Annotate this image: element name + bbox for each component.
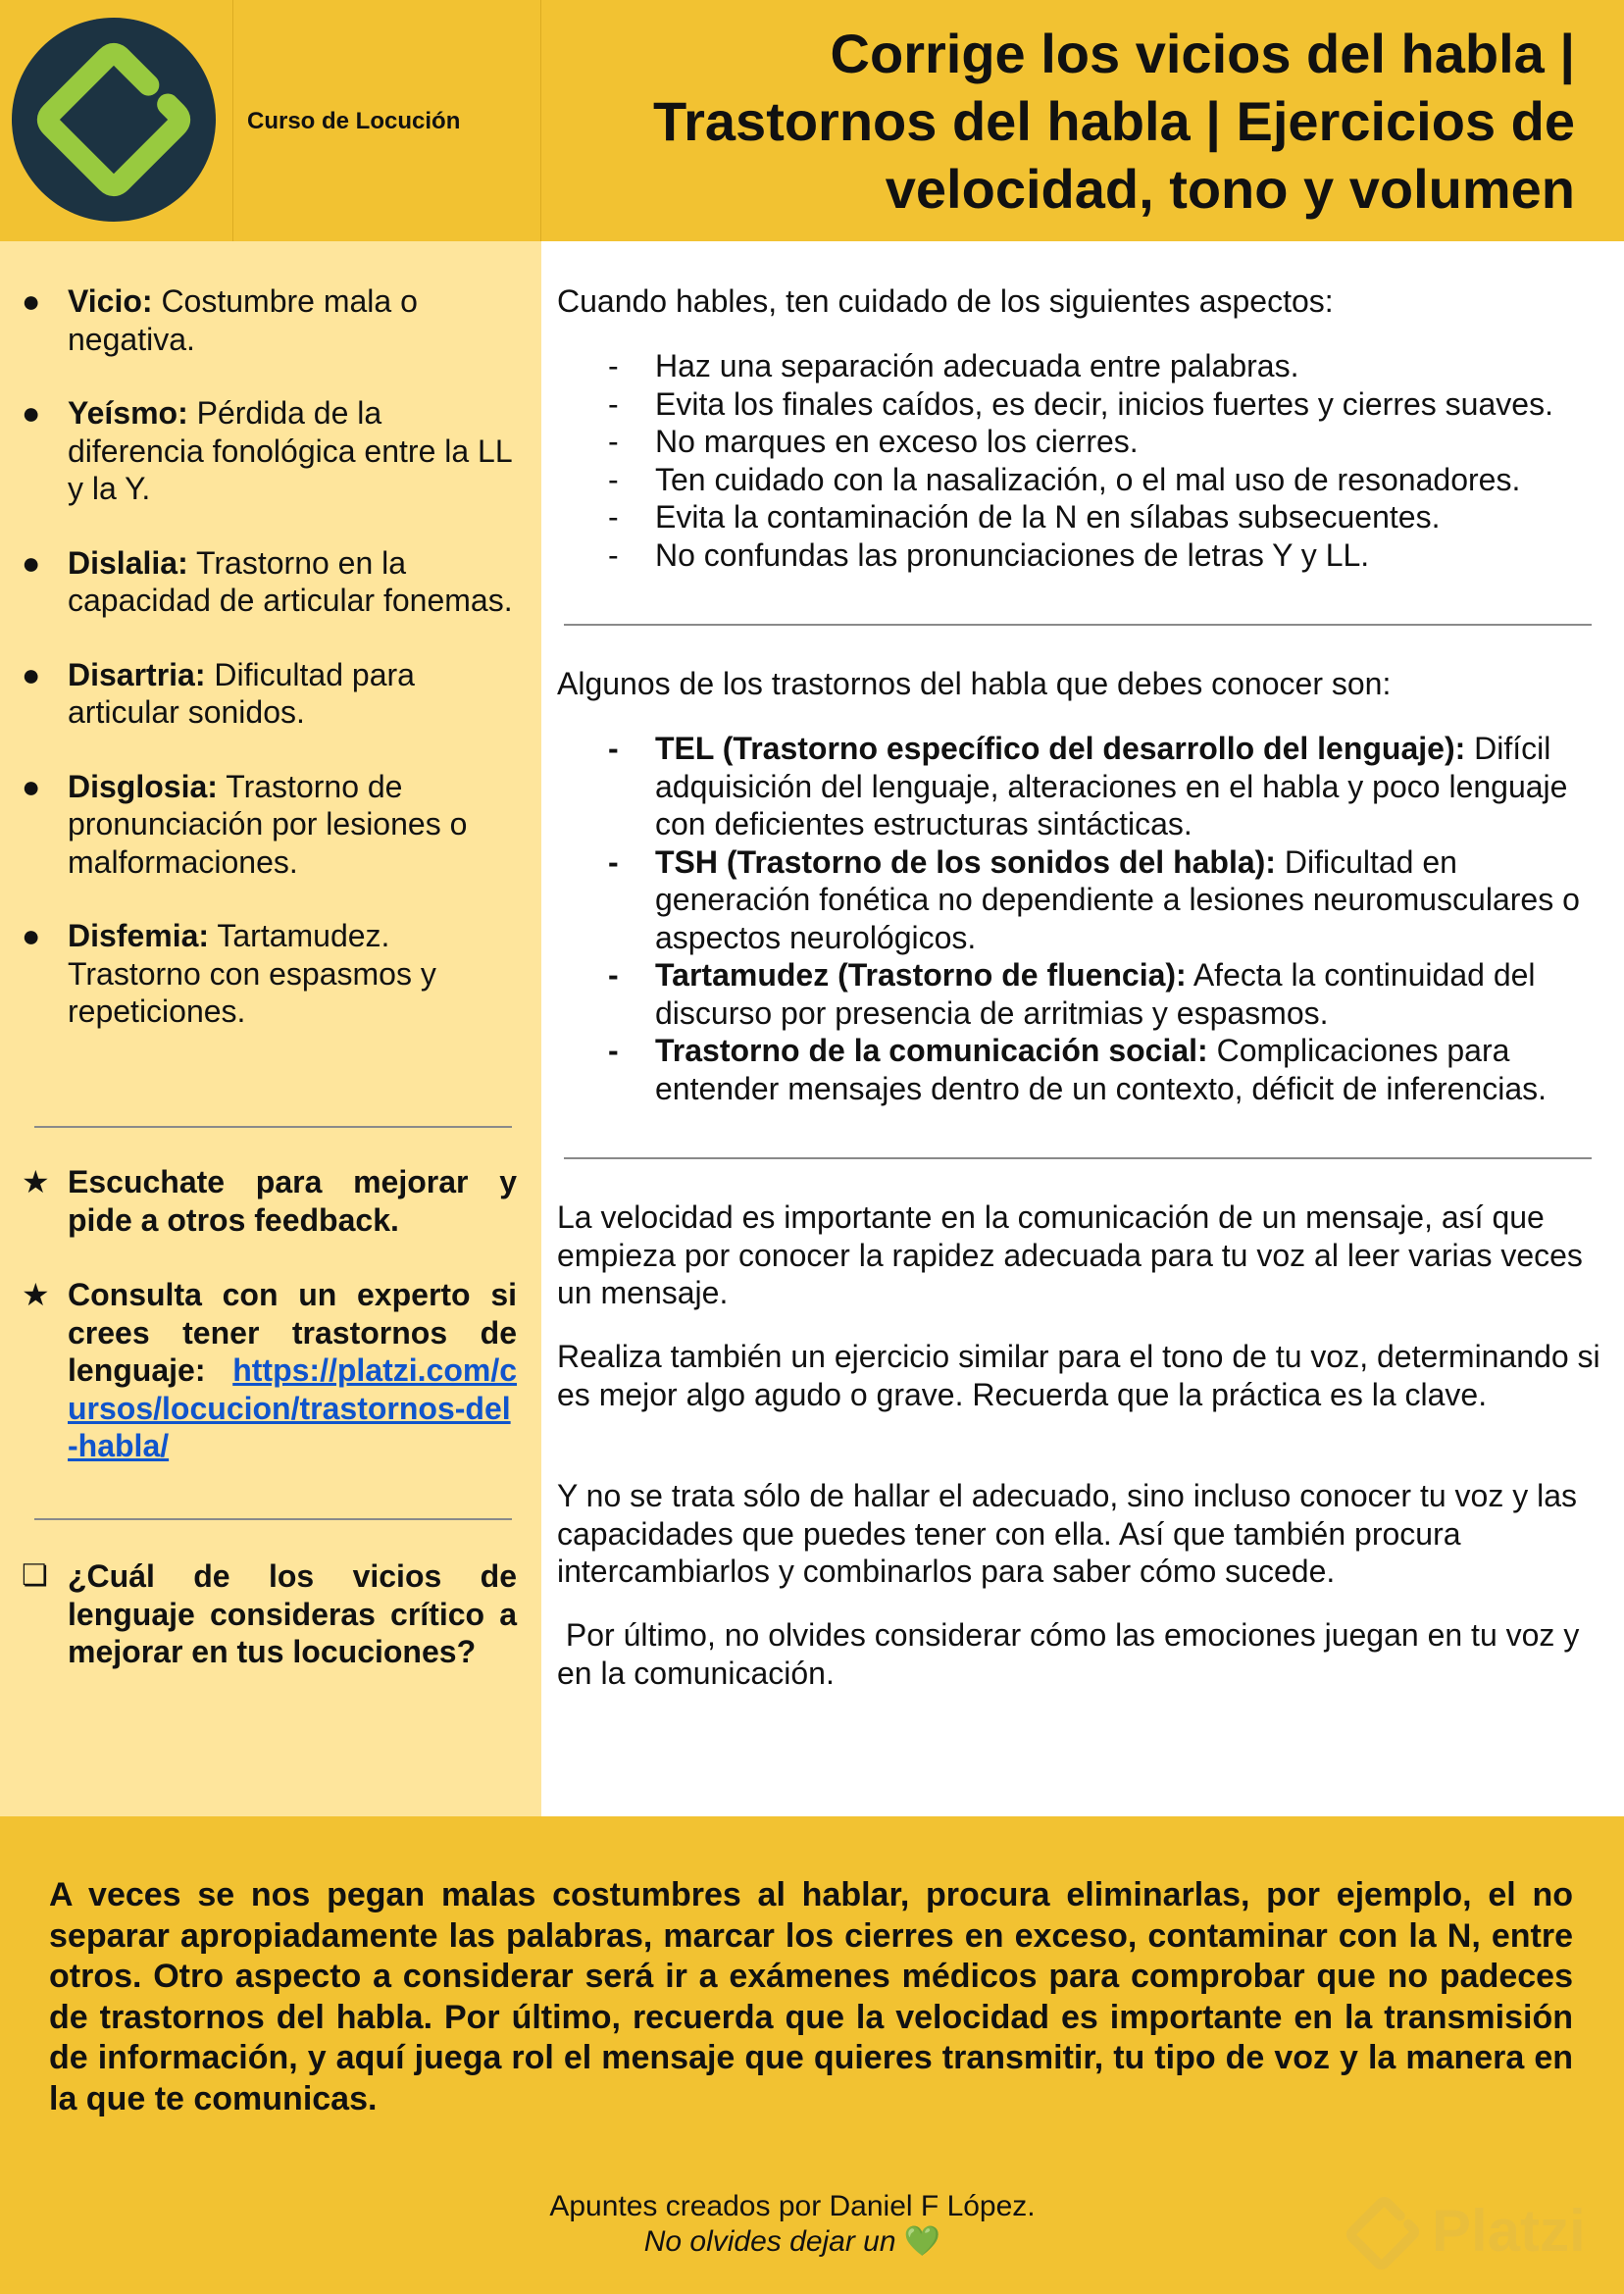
dash-icon: -: [608, 536, 619, 573]
footer: [0, 1816, 1624, 2294]
aspect-item: [557, 385, 1606, 424]
definition-item: [22, 656, 517, 732]
aspect-text: Evita los finales caídos, es decir, inicios fuertes y cierres suaves.: [655, 385, 1553, 422]
aspects-list: [557, 347, 1606, 574]
checkbox-icon: ❏: [22, 1559, 48, 1592]
disorder-item: [557, 843, 1606, 957]
divider: [564, 1157, 1592, 1159]
platzi-logo-graphic: [12, 18, 216, 222]
definition-term: Yeísmo:: [68, 395, 188, 431]
header: [0, 0, 1624, 241]
disorder-text: Dificultad en generación fonética no dependiente a lesiones neuromusculares o aspectos neurológicos.: [655, 843, 1580, 955]
definition-item: [22, 768, 517, 882]
disorder-text: Afecta la continuidad del discurso por presencia de arritmias y espasmos.: [655, 957, 1536, 1031]
dash-icon: -: [608, 348, 619, 383]
credit-line: Apuntes creados por Daniel F López.: [549, 2190, 1036, 2222]
title-cell: [541, 0, 1624, 241]
disorder-term: Trastorno de la comunicación social:: [655, 1033, 1208, 1068]
disorder-item: [557, 1032, 1606, 1107]
green-heart-icon: 💚: [903, 2225, 941, 2258]
course-label: Curso de Locución: [247, 108, 461, 134]
tip-text: Consulta con un experto si crees tener trastornos de lenguaje:: [68, 1277, 517, 1388]
divider: [34, 1126, 512, 1128]
left-column: [0, 241, 541, 1816]
definition-text: Dificultad para articular sonidos.: [68, 656, 415, 730]
tip-item: [22, 1276, 517, 1465]
aspect-text: Haz una separación adecuada entre palabras.: [655, 348, 1299, 383]
paragraph: Por último, no olvides considerar cómo las emociones juegan en tu voz y en la comunicación.: [557, 1617, 1589, 1691]
definition-term: Vicio:: [68, 283, 153, 319]
star-icon: ★: [22, 1164, 50, 1199]
course-cell: [233, 0, 541, 241]
page-title: Corrige los vicios del habla | Trastornos del habla | Ejercicios de velocidad, tono y volumen: [653, 23, 1575, 220]
definition-text: Tartamudez. Trastorno con espasmos y repeticiones.: [68, 918, 436, 1029]
aspect-item: [557, 423, 1606, 461]
platzi-logo-icon: [12, 18, 216, 222]
paragraph: La velocidad es importante en la comunicación de un mensaje, así que empieza por conocer la rapidez adecuada para tu voz al leer varias veces un mensaje.: [557, 1199, 1583, 1310]
disorder-item: [557, 956, 1606, 1032]
dash-icon: -: [608, 957, 619, 993]
watermark-logo-icon: [1344, 2184, 1422, 2282]
tip-item: [22, 1163, 517, 1239]
bullet-icon: ●: [22, 283, 41, 319]
dash-icon: -: [608, 1033, 619, 1068]
disorders-intro: Algunos de los trastornos del habla que debes conocer son:: [557, 666, 1392, 701]
bullet-icon: ●: [22, 395, 41, 431]
definition-term: Dislalia:: [68, 544, 188, 581]
aspects-intro: Cuando hables, ten cuidado de los siguientes aspectos:: [557, 283, 1334, 319]
dash-icon: -: [608, 385, 619, 422]
dash-icon: -: [608, 843, 619, 880]
platzi-watermark: [1344, 2179, 1618, 2287]
aspect-item: [557, 461, 1606, 499]
definition-item: [22, 282, 517, 358]
logo-cell: [0, 0, 233, 241]
dash-icon: -: [608, 461, 619, 497]
definition-term: Disglosia:: [68, 768, 218, 804]
bullet-icon: ●: [22, 544, 41, 581]
definition-text: Trastorno de pronunciación por lesiones o malformaciones.: [68, 768, 468, 880]
question-text: ¿Cuál de los vicios de lenguaje consideras crítico a mejorar en tus locuciones?: [68, 1558, 517, 1669]
disorder-text: Difícil adquisición del lenguaje, alteraciones en el habla y poco lenguaje con deficientes estructuras sintácticas.: [655, 731, 1568, 841]
course-link[interactable]: https://platzi.com/cursos/locucion/trastornos-del-habla/: [68, 1352, 517, 1463]
definitions-list: [22, 282, 517, 1067]
summary-text: A veces se nos pegan malas costumbres al hablar, procura eliminarlas, por ejemplo, el no separar apropiadamente las palabras, marcar los cierres en exceso, contaminar con la N, entre otros. Otro aspecto a considerar será ir a exámenes médicos para comprobar que no padeces de trastornos del habla. Por último, recuerda que la velocidad es importante en la transmisión de información, y aquí juega rol el mensaje que quieres transmitir, tu tipo de voz y la manera en la que te comunicas.: [49, 1876, 1573, 2117]
disorders-list: [557, 730, 1606, 1107]
definition-item: [22, 917, 517, 1031]
right-column: [541, 241, 1624, 1816]
aspect-text: No marques en exceso los cierres.: [655, 424, 1139, 459]
aspect-item: [557, 347, 1606, 385]
dash-icon: -: [608, 424, 619, 459]
disorder-term: TEL (Trastorno específico del desarrollo del lenguaje):: [655, 731, 1466, 766]
aspect-item: [557, 498, 1606, 536]
aspect-text: No confundas las pronunciaciones de letras Y y LL.: [655, 536, 1370, 573]
bullet-icon: ●: [22, 768, 41, 804]
definition-text: Costumbre mala o negativa.: [68, 283, 418, 357]
divider: [564, 624, 1592, 626]
reflection-question: [22, 1557, 517, 1671]
aspect-text: Ten cuidado con la nasalización, o el mal uso de resonadores.: [655, 461, 1521, 497]
star-icon: ★: [22, 1277, 50, 1312]
tip-text: Escuchate para mejorar y pide a otros feedback.: [68, 1164, 517, 1238]
note-text: No olvides dejar un: [643, 2225, 896, 2258]
disorder-item: [557, 730, 1606, 843]
paragraph: Y no se trata sólo de hallar el adecuado, sino incluso conocer tu voz y las capacidades que puedes tener con ella. Así que también procura intercambiarlos y combinarlos para saber cómo sucede.: [557, 1478, 1578, 1589]
definition-term: Disartria:: [68, 656, 206, 692]
definition-text: Trastorno en la capacidad de articular fonemas.: [68, 544, 513, 618]
disorder-term: TSH (Trastorno de los sonidos del habla):: [655, 843, 1276, 880]
aspect-text: Evita la contaminación de la N en sílabas subsecuentes.: [655, 499, 1441, 535]
definition-item: [22, 544, 517, 620]
aspect-item: [557, 536, 1606, 575]
dash-icon: -: [608, 731, 619, 766]
divider: [34, 1518, 512, 1520]
paragraph: Realiza también un ejercicio similar para el tono de tu voz, determinando si es mejor algo agudo o grave. Recuerda que la práctica es la clave.: [557, 1339, 1600, 1412]
definition-text: Pérdida de la diferencia fonológica entre la LL y la Y.: [68, 395, 512, 506]
dash-icon: -: [608, 499, 619, 535]
definition-term: Disfemia:: [68, 918, 210, 953]
bullet-icon: ●: [22, 918, 41, 953]
disorder-term: Tartamudez (Trastorno de fluencia):: [655, 957, 1187, 993]
bullet-icon: ●: [22, 656, 41, 692]
disorder-text: Complicaciones para entender mensajes dentro de un contexto, déficit de inferencias.: [655, 1033, 1548, 1106]
tips-list: [22, 1163, 517, 1503]
definition-item: [22, 394, 517, 508]
watermark-text: Platzi: [1432, 2198, 1586, 2264]
